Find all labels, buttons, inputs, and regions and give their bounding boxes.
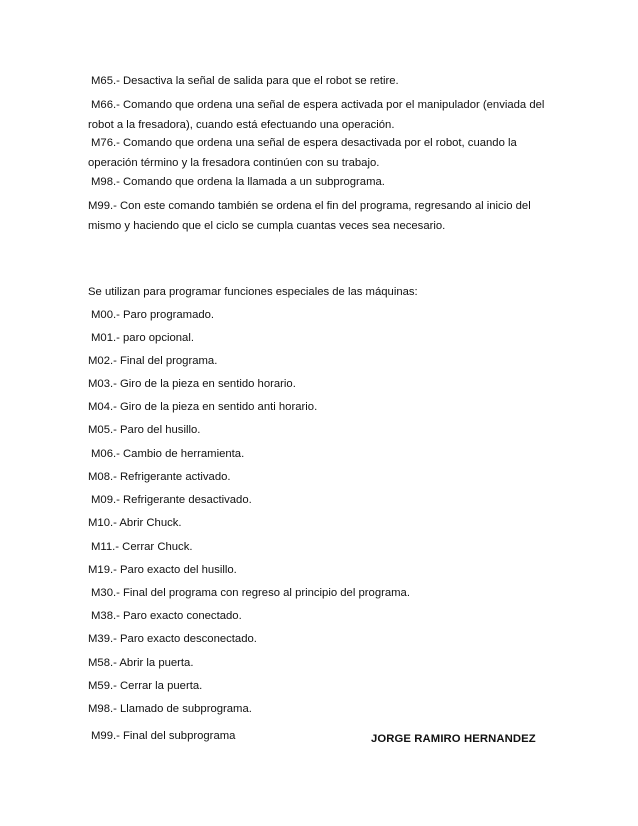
paragraph-m99: M99.- Con este comando también se ordena el fin del programa, regresando al inicio del mismo y haciendo que el ciclo se cumpla cuantas veces sea necesario. (88, 200, 531, 232)
paragraph-m65: M65.- Desactiva la señal de salida para que el robot se retire. (91, 75, 399, 87)
list-item: M02.- Final del programa. (88, 355, 218, 367)
list-item: M00.- Paro programado. (91, 309, 215, 321)
list-item: M19.- Paro exacto del husillo. (88, 564, 237, 576)
list-item: M06.- Cambio de herramienta. (91, 448, 245, 460)
list-item: M38.- Paro exacto conectado. (91, 610, 242, 622)
list-item: M59.- Cerrar la puerta. (88, 680, 203, 692)
list-item: M99.- Final del subprograma (91, 730, 236, 742)
list-item: M04.- Giro de la pieza en sentido anti horario. (88, 401, 318, 413)
list-item: M01.- paro opcional. (91, 332, 194, 344)
paragraph-m66: M66.- Comando que ordena una señal de espera activada por el manipulador (enviada del robot a la fresadora), cuando está efectuando una operación. (88, 99, 545, 131)
list-item: M39.- Paro exacto desconectado. (88, 633, 257, 645)
paragraph-m76: M76.- Comando que ordena una señal de espera desactivada por el robot, cuando la operación término y la fresadora continúen con su trabajo. (88, 137, 517, 169)
list-item: M58.- Abrir la puerta. (88, 657, 194, 669)
list-item: M30.- Final del programa con regreso al principio del programa. (91, 587, 410, 599)
paragraph-m98: M98.- Comando que ordena la llamada a un subprograma. (91, 176, 385, 188)
list-item: M05.- Paro del husillo. (88, 424, 201, 436)
list-item: M09.- Refrigerante desactivado. (91, 494, 252, 506)
list-item: M03.- Giro de la pieza en sentido horario. (88, 378, 296, 390)
list-item: M98.- Llamado de subprograma. (88, 703, 252, 715)
list-item: M11.- Cerrar Chuck. (91, 541, 193, 553)
author-signature: JORGE RAMIRO HERNANDEZ (371, 733, 536, 745)
list-item: M10.- Abrir Chuck. (88, 517, 182, 529)
list-intro: Se utilizan para programar funciones especiales de las máquinas: (88, 286, 418, 298)
list-item: M08.- Refrigerante activado. (88, 471, 231, 483)
